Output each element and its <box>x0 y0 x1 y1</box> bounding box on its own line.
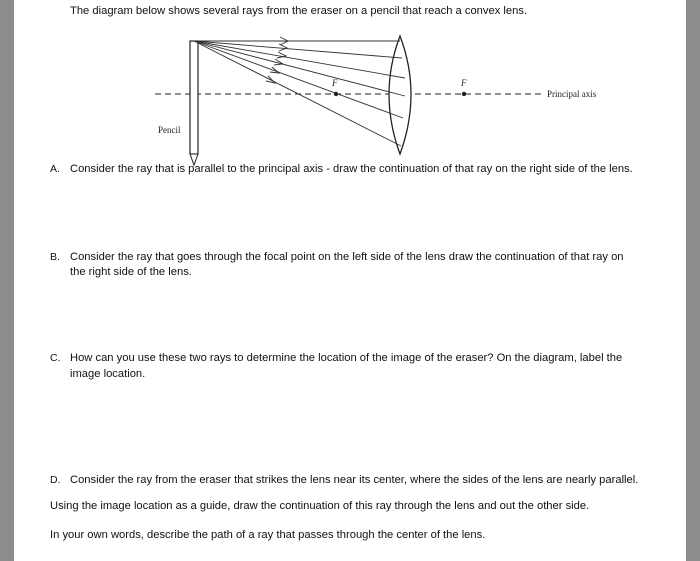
question-a-letter: A. <box>50 163 60 175</box>
question-b-text-line1: Consider the ray that goes through the focal point on the left side of the lens draw the continuation of that ray on <box>70 251 624 263</box>
focal-point-right <box>462 92 466 96</box>
axis-label: Principal axis <box>547 89 597 99</box>
focal-label-right: F <box>461 78 467 88</box>
ray-3 <box>194 41 405 78</box>
question-d-followup-1: Using the image location as a guide, draw the continuation of this ray through the lens and out the other side. <box>50 500 590 512</box>
pencil-label: Pencil <box>158 125 181 135</box>
intro-text: The diagram below shows several rays from the eraser on a pencil that reach a convex lens. <box>70 5 528 17</box>
focal-point-left <box>334 92 338 96</box>
question-c-text-line1: How can you use these two rays to determine the location of the image of the eraser? On the diagram, label the <box>70 352 623 364</box>
question-c-text-line2: image location. <box>70 368 146 380</box>
question-d-text: Consider the ray from the eraser that strikes the lens near its center, where the sides of the lens are nearly parallel. <box>70 474 639 486</box>
question-d-followup-2: In your own words, describe the path of a ray that passes through the center of the lens. <box>50 529 486 541</box>
focal-label-left: F <box>332 78 338 88</box>
question-b-text-line2: the right side of the lens. <box>70 266 192 278</box>
pencil <box>190 41 198 154</box>
question-b-letter: B. <box>50 251 60 263</box>
question-d-letter: D. <box>50 474 61 486</box>
ray-arrows <box>266 37 288 83</box>
ray-5 <box>194 41 403 118</box>
question-c-letter: C. <box>50 352 61 364</box>
question-a-text: Consider the ray that is parallel to the principal axis - draw the continuation of that ray on the right side of the lens. <box>70 163 633 175</box>
